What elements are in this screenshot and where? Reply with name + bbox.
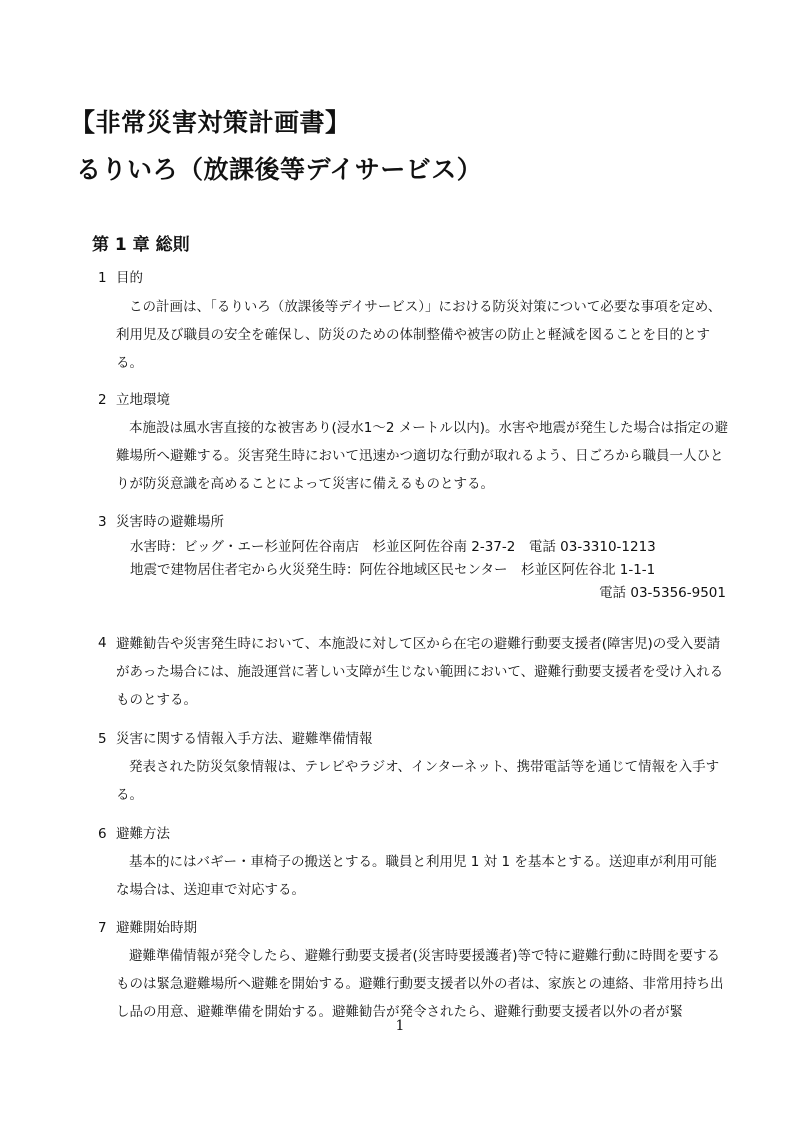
section-title: 立地環境: [116, 392, 170, 408]
section-number: 2: [98, 392, 107, 408]
section-evacuation-sites: [98, 512, 738, 605]
section-body: 本施設は風水害直接的な被害あり(浸水1〜2 メートル以内)。水害や地震が発生した場合は指定の避難場所へ避難する。災害発生時において迅速かつ適切な行動が取れるよう、日ごろから職員一人ひとりが防災意識を高めることによって災害に備えるものとする。: [116, 420, 729, 492]
section-body: この計画は、「るりいろ（放課後等デイサービス）」における防災対策について必要な事項を定め、利用児及び職員の安全を確保し、防災のための体制整備や被害の防止と軽減を図ることを目的とする。: [116, 299, 722, 371]
section-heading: [98, 824, 738, 844]
section-number: 5: [98, 731, 107, 747]
section-body: 基本的にはバギー・車椅子の搬送とする。職員と利用児 1 対 1 を基本とする。送迎車が利用可能な場合は、送迎車で対応する。: [116, 854, 717, 898]
section-heading: [98, 630, 738, 714]
section-purpose: [98, 268, 738, 377]
section-title: 災害時の避難場所: [116, 514, 224, 530]
fire-evacuation-phone: 電話 03-5356-9501: [599, 585, 726, 601]
section-heading: [98, 268, 738, 288]
section-number: 3: [98, 514, 107, 530]
section-evacuation-timing: [98, 918, 738, 1026]
section-title: 目的: [116, 270, 143, 286]
section-number: 1: [98, 270, 107, 286]
section-number: 6: [98, 826, 107, 842]
facility-name: るりいろ（放課後等デイサービス）: [76, 155, 483, 184]
section-information: [98, 729, 738, 809]
section-body: 避難準備情報が発令したら、避難行動要支援者(災害時要援護者)等で特に避難行動に時間を要するものは緊急避難場所へ避難を開始する。避難行動要支援者以外の者は、家族との連絡、非常用持ち出し品の用意、避難準備を開始する。避難勧告が発令されたら、避難行動要支援者以外の者が緊: [116, 948, 724, 1020]
section-number: 4: [98, 635, 107, 651]
section-heading: [98, 512, 738, 532]
chapter-heading: 第 1 章 総則: [92, 235, 190, 255]
section-title: 避難方法: [116, 826, 170, 842]
section-body: 発表された防災気象情報は、テレビやラジオ、インターネット、携帯電話等を通じて情報を入手する。: [116, 759, 720, 803]
flood-evacuation-site: 水害時：ビッグ・エー杉並阿佐谷南店 杉並区阿佐谷南 2-37-2 電話 03-3310-1213: [130, 539, 656, 555]
document-title: 【非常災害対策計画書】: [70, 108, 351, 137]
section-evacuation-method: [98, 824, 738, 904]
section-heading: [98, 729, 738, 749]
section-number: 7: [98, 920, 107, 936]
section-heading: [98, 390, 738, 410]
section-location: [98, 390, 738, 498]
section-title: 避難開始時期: [116, 920, 197, 936]
section-acceptance: [98, 630, 738, 714]
section-title: 避難勧告や災害発生時において、本施設に対して区から在宅の避難行動要支援者(障害児)の受入要請があった場合には、施設運営に著しい支障が生じない範囲において、避難行動要支援者を受け入れるものとする。: [116, 636, 724, 708]
section-heading: [98, 918, 738, 938]
page-number: 1: [395, 1018, 405, 1034]
section-title: 災害に関する情報入手方法、避難準備情報: [116, 731, 373, 747]
fire-evacuation-site: 地震で建物居住者宅から火災発生時：阿佐谷地域区民センター 杉並区阿佐谷北 1-1-1: [130, 562, 656, 578]
